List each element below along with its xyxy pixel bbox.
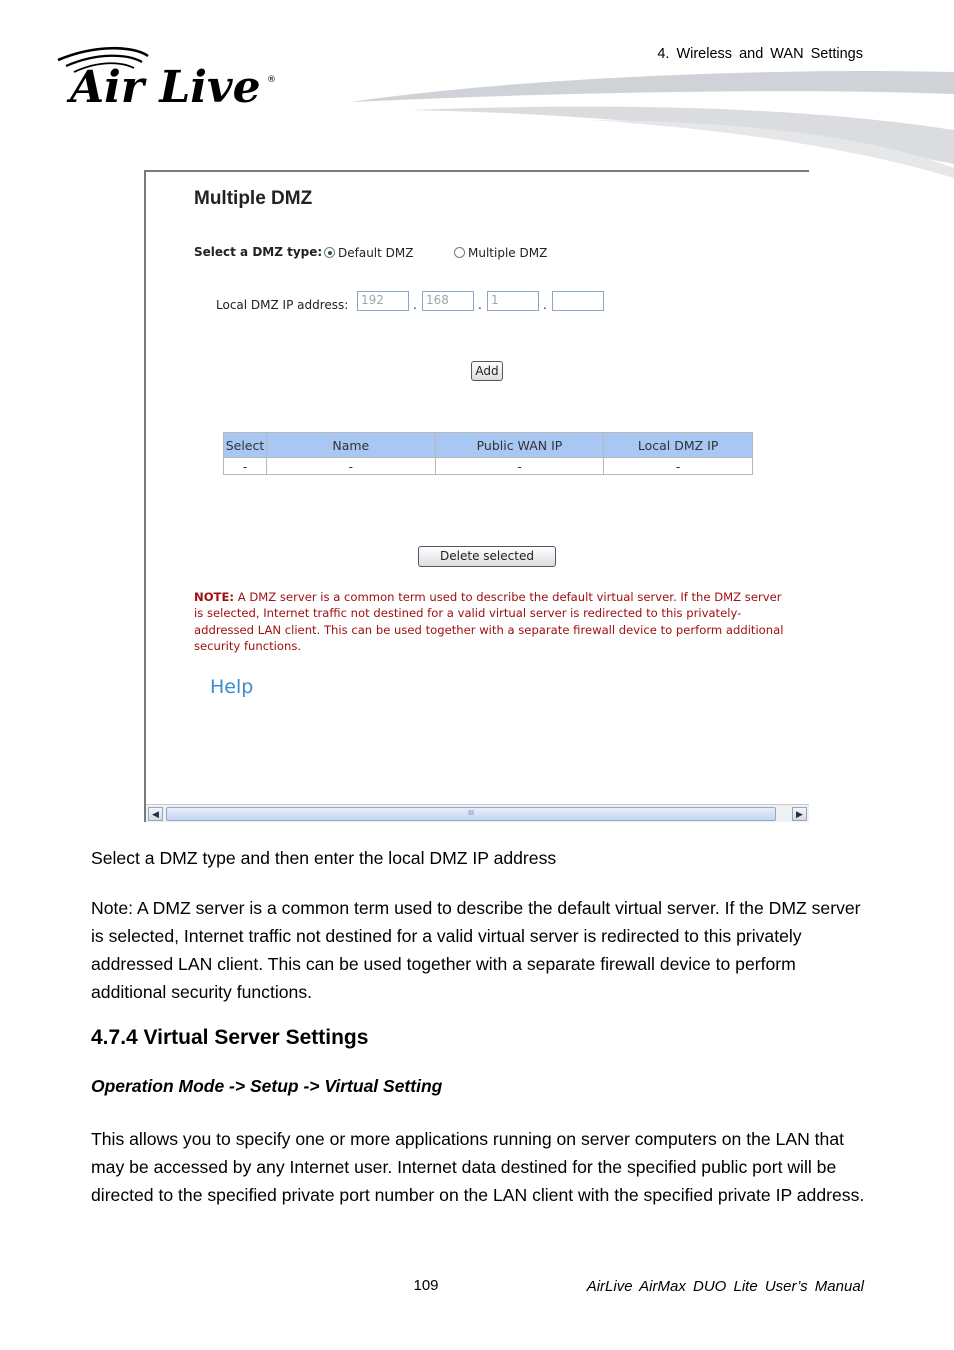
section-heading: 4.7.4 Virtual Server Settings (91, 1026, 369, 1049)
note-text: NOTE: A DMZ server is a common term used to describe the default virtual server. If the DMZ server is selected, Internet traffic not destined for a valid virtual server is redirected to this privately-addressed LAN client. This can be used together with a separate firewall device to perform additional security functions. (194, 590, 784, 653)
table-cell: - (266, 458, 435, 475)
ip-dot: . (413, 298, 417, 312)
scroll-left-arrow-icon[interactable]: ◀ (148, 807, 163, 821)
scrollbar-thumb[interactable] (166, 807, 776, 821)
help-link[interactable]: Help (210, 676, 254, 698)
ip-dot: . (478, 298, 482, 312)
radio-default-dmz[interactable]: Default DMZ (324, 246, 413, 260)
manual-title: AirLive AirMax DUO Lite User’s Manual (586, 1278, 864, 1295)
ip-octet-3[interactable]: 1 (487, 291, 539, 311)
radio-unchecked-icon (454, 247, 465, 258)
description-paragraph: This allows you to specify one or more applications running on server computers on the LAN that may be accessed by any Internet user. Internet data destined for the specified public port will be directed to the specified private port number on the LAN client with the specified private IP address. (91, 1129, 865, 1205)
col-public-wan-ip: Public WAN IP (435, 433, 604, 458)
dmz-table (223, 432, 753, 475)
scroll-right-arrow-icon[interactable]: ▶ (792, 807, 807, 821)
svg-text:Air Live: Air Live (70, 62, 261, 108)
ip-octet-4[interactable] (552, 291, 604, 311)
header-swoosh (330, 68, 954, 180)
table-header-row (224, 433, 753, 458)
ip-octet-1[interactable]: 192 (357, 291, 409, 311)
table-cell: - (224, 458, 267, 475)
delete-selected-button[interactable]: Delete selected (418, 546, 556, 567)
table-cell: - (435, 458, 604, 475)
page-title: Multiple DMZ (194, 188, 313, 209)
svg-text:®: ® (267, 75, 276, 85)
chapter-header: 4. Wireless and WAN Settings (657, 46, 863, 62)
airlive-logo (56, 42, 281, 108)
col-name: Name (266, 433, 435, 458)
ip-octet-2[interactable]: 168 (422, 291, 474, 311)
scrollbar-grip: III (468, 810, 474, 817)
col-select: Select (224, 433, 267, 458)
caption-text: Select a DMZ type and then enter the local DMZ IP address (91, 848, 557, 868)
radio-multiple-dmz[interactable]: Multiple DMZ (454, 246, 547, 260)
local-dmz-ip-label: Local DMZ IP address: (216, 298, 349, 312)
dmz-type-label: Select a DMZ type: (194, 245, 323, 259)
col-local-dmz-ip: Local DMZ IP (604, 433, 753, 458)
radio-checked-icon (324, 247, 335, 258)
page-number: 109 (413, 1277, 439, 1294)
add-button[interactable]: Add (471, 361, 503, 381)
note-paragraph: Note: A DMZ server is a common term used to describe the default virtual server. If the DMZ server is selected, Internet traffic not destined for a valid virtual server is redirected to this privately addressed LAN client. This can be used together with a separate firewall device to perform additional security functions. (91, 898, 861, 1002)
navigation-path: Operation Mode -> Setup -> Virtual Setting (91, 1076, 443, 1096)
horizontal-scrollbar[interactable] (146, 804, 809, 822)
ip-dot: . (543, 298, 547, 312)
dmz-screenshot (144, 170, 809, 822)
table-row (224, 458, 753, 475)
table-cell: - (604, 458, 753, 475)
